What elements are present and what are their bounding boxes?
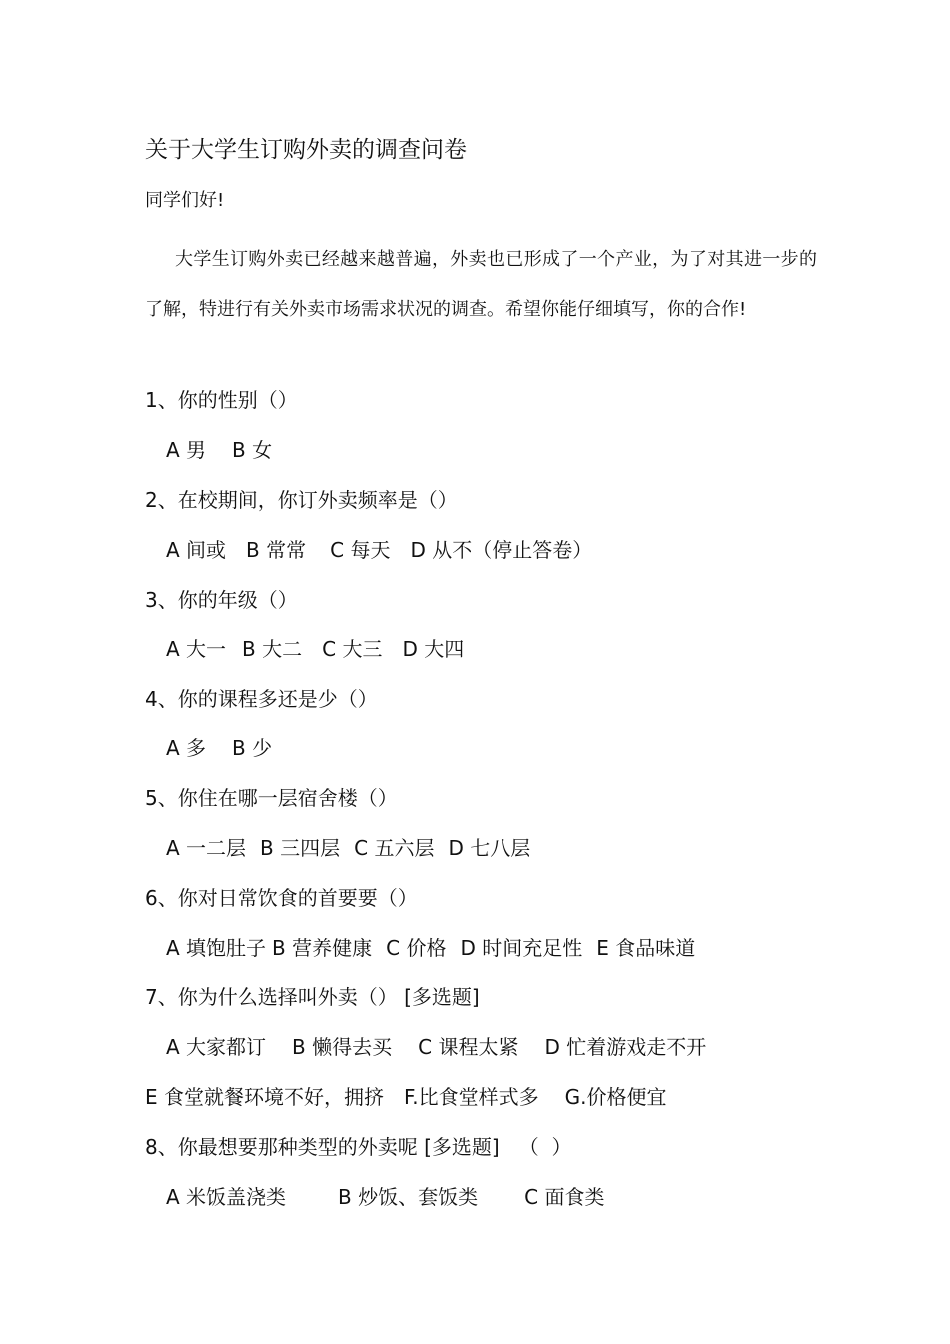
option: B 常常	[246, 538, 307, 562]
option: D 忙着游戏走不开	[544, 1035, 707, 1059]
question-7-options-continued	[145, 1082, 667, 1112]
option: A 大一	[166, 637, 227, 661]
option: C 大三	[322, 637, 383, 661]
question-7-options	[166, 1032, 706, 1062]
question-5: 5、你住在哪一层宿舍楼（）	[145, 786, 398, 810]
option: E 食堂就餐环境不好，拥挤	[145, 1085, 384, 1109]
option: D 从不（停止答卷）	[410, 538, 593, 562]
question-6: 6、你对日常饮食的首要要（）	[145, 886, 418, 910]
option: B 炒饭、套饭类	[338, 1185, 479, 1209]
option: C 价格	[386, 936, 447, 960]
option: A 一二层	[166, 836, 247, 860]
option: A 大家都订	[166, 1035, 267, 1059]
question-1: 1、你的性别（）	[145, 388, 298, 412]
option: G.价格便宜	[564, 1085, 667, 1109]
option: B 少	[232, 736, 273, 760]
question-4-options	[166, 733, 272, 763]
option: E 食品味道	[596, 936, 696, 960]
question-7: 7、你为什么选择叫外卖（） [多选题]	[145, 985, 480, 1009]
question-1-options	[166, 435, 272, 465]
option: D 大四	[402, 637, 465, 661]
option: C 每天	[330, 538, 391, 562]
option: B 懒得去买	[292, 1035, 393, 1059]
document-title: 关于大学生订购外卖的调查问卷	[145, 137, 467, 163]
intro-paragraph: 大学生订购外卖已经越来越普遍，外卖也已形成了一个产业，为了对其进一步的了解，特进行有关外卖市场需求状况的调查。希望你能仔细填写，你的合作!	[145, 249, 817, 320]
question-2: 2、在校期间，你订外卖频率是（）	[145, 488, 458, 512]
option: B 三四层	[260, 836, 341, 860]
option: B 女	[232, 438, 273, 462]
question-8-options	[166, 1182, 604, 1212]
option: D 时间充足性	[460, 936, 583, 960]
option: C 面食类	[524, 1185, 605, 1209]
option: B 营养健康	[272, 936, 373, 960]
option: A 米饭盖浇类	[166, 1185, 287, 1209]
greeting: 同学们好!	[145, 190, 225, 211]
option: A 男	[166, 438, 207, 462]
option: A 多	[166, 736, 207, 760]
question-5-options	[166, 833, 530, 863]
question-2-options	[166, 535, 592, 565]
option: A 间或	[166, 538, 227, 562]
option: D 七八层	[448, 836, 531, 860]
question-3: 3、你的年级（）	[145, 588, 298, 612]
option: A 填饱肚子	[166, 936, 267, 960]
question-8: 8、你最想要那种类型的外卖呢 [多选题] （ ）	[145, 1135, 572, 1159]
question-4: 4、你的课程多还是少（）	[145, 687, 378, 711]
option: F.比食堂样式多	[404, 1085, 539, 1109]
question-3-options	[166, 634, 464, 664]
option: C 五六层	[354, 836, 435, 860]
option: B 大二	[242, 637, 303, 661]
question-6-options	[166, 933, 695, 963]
option: C 课程太紧	[418, 1035, 519, 1059]
